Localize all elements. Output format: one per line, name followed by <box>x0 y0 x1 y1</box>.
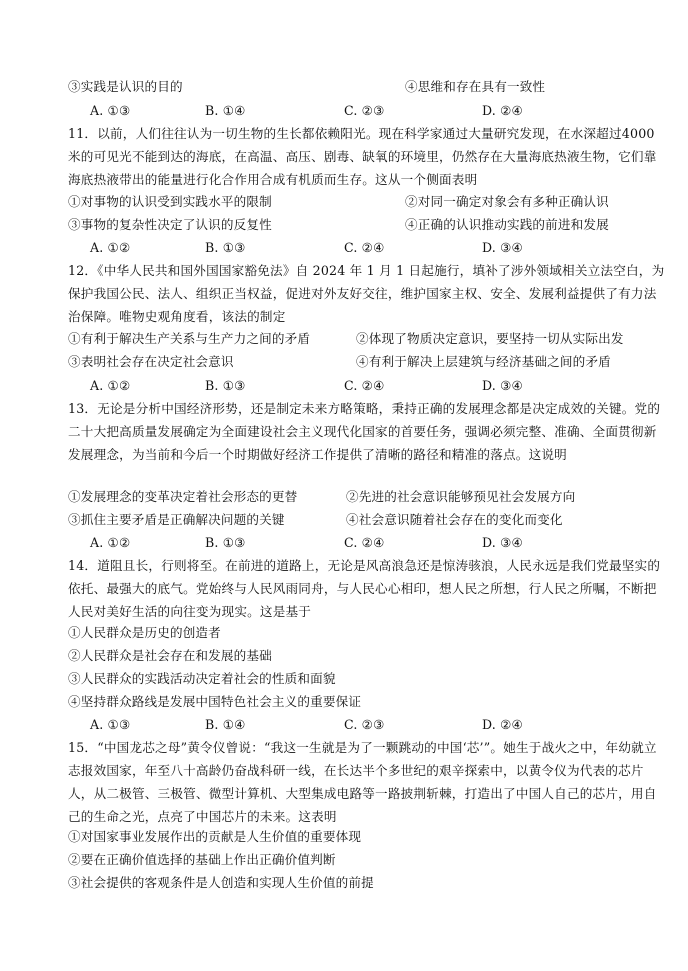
q14-choice-b: B. ①④ <box>205 717 246 732</box>
q13-option-3: ③抓住主要矛盾是正确解决问题的关键 <box>68 512 285 527</box>
q14-option-3: ③人民群众的实践活动决定着社会的性质和面貌 <box>68 671 336 686</box>
q12-choice-d: D. ③④ <box>482 378 523 393</box>
q14-choice-d: D. ②④ <box>482 717 523 732</box>
q10-choice-b: B. ①④ <box>205 103 246 118</box>
q13-choice-c: C. ②④ <box>344 535 385 550</box>
q12-choice-c: C. ②④ <box>344 378 385 393</box>
q12-option-3: ③表明社会存在决定社会意识 <box>68 354 234 369</box>
q13-stem: 13．无论是分析中国经济形势，还是制定未来方略策略，秉持正确的发展理念都是决定成效的关键。党的二十大把高质量发展确定为全面建设社会主义现代化国家的首要任务，强调必须完整、准确、全面贯彻新发展理念，为当前和今后一个时期做好经济工作提供了清晰的路径和精准的落点。这说明 <box>68 401 661 462</box>
q10-option-3: ③实践是认识的目的 <box>68 79 183 94</box>
q11-choice-d: D. ③④ <box>482 240 523 255</box>
q15-option-1: ①对国家事业发展作出的贡献是人生价值的重要体现 <box>68 829 362 844</box>
q11-choice-c: C. ②④ <box>344 240 385 255</box>
q12-choice-b: B. ①③ <box>205 378 246 393</box>
q10-option-4: ④思维和存在具有一致性 <box>405 79 546 94</box>
q13-choice-a: A. ①② <box>90 535 131 550</box>
q10-choice-a: A. ①③ <box>90 103 131 118</box>
q14-choice-c: C. ②③ <box>344 717 385 732</box>
q11-option-3: ③事物的复杂性决定了认识的反复性 <box>68 217 272 232</box>
q13-option-4: ④社会意识随着社会存在的变化而变化 <box>346 512 563 527</box>
q14-choice-a: A. ①③ <box>90 717 131 732</box>
q15-stem: 15．“中国龙芯之母”黄令仪曾说：“我这一生就是为了一颗跳动的中国‘芯’”。她生于战火之中，年幼就立志报效国家，年至八十高龄仍奋战科研一线，在长达半个多世纪的艰辛探索中，以黄令仪为代表的芯片人，从二极管、三极管、微型计算机、大型集成电路等一路披荆斩棘，打造出了中国人自己的芯片，用自己的生命之光，点亮了中国芯片的未来。这表明 <box>68 740 657 824</box>
q14-option-1: ①人民群众是历史的创造者 <box>68 625 221 640</box>
q13-choice-b: B. ①③ <box>205 535 246 550</box>
q11-choice-b: B. ①③ <box>205 240 246 255</box>
q11-choice-a: A. ①② <box>90 240 131 255</box>
q15-option-3: ③社会提供的客观条件是人创造和实现人生价值的前提 <box>68 875 374 890</box>
q13-choice-d: D. ③④ <box>482 535 523 550</box>
q11-option-4: ④正确的认识推动实践的前进和发展 <box>405 217 609 232</box>
q10-choice-c: C. ②③ <box>344 103 385 118</box>
q11-stem: 11．以前，人们往往认为一切生物的生长都依赖阳光。现在科学家通过大量研究发现，在水深超过4000 米的可见光不能到达的海底，在高温、高压、剧毒、缺氧的环境里，仍然存在大量海底热液生物，它们靠海底热液带出的能量进行化合作用合成有机质而生存。这从一个侧面表明 <box>68 126 657 187</box>
q14-stem: 14．道阻且长，行则将至。在前进的道路上，无论是风高浪急还是惊涛骇浪，人民永远是我们党最坚实的依托、最强大的底气。党始终与人民风雨同舟，与人民心心相印，想人民之所想，行人民之所嘱，不断把人民对美好生活的向往变为现实。这是基于 <box>68 558 661 619</box>
q14-option-2: ②人民群众是社会存在和发展的基础 <box>68 648 272 663</box>
q15-option-2: ②要在正确价值选择的基础上作出正确价值判断 <box>68 852 336 867</box>
q14-option-4: ④坚持群众路线是发展中国特色社会主义的重要保证 <box>68 694 362 709</box>
q12-option-4: ④有利于解决上层建筑与经济基础之间的矛盾 <box>356 354 611 369</box>
q12-choice-a: A. ①② <box>90 378 131 393</box>
q13-option-1: ①发展理念的变革决定着社会形态的更替 <box>68 489 298 504</box>
q11-option-1: ①对事物的认识受到实践水平的限制 <box>68 194 272 209</box>
q12-stem: 12．《中华人民共和国外国国家豁免法》自 2024 年 1 月 1 日起施行，填补了涉外领域相关立法空白，为保护我国公民、法人、组织正当权益，促进对外友好交往，维护国家主权、安全、发展利益提供了有力法治保障。唯物史观角度看，该法的制定 <box>68 263 665 324</box>
q12-option-1: ①有利于解决生产关系与生产力之间的矛盾 <box>68 331 311 346</box>
q13-option-2: ②先进的社会意识能够预见社会发展方向 <box>346 489 576 504</box>
q12-option-2: ②体现了物质决定意识，要坚持一切从实际出发 <box>356 331 624 346</box>
q10-choice-d: D. ②④ <box>482 103 523 118</box>
q11-option-2: ②对同一确定对象会有多种正确认识 <box>405 194 609 209</box>
